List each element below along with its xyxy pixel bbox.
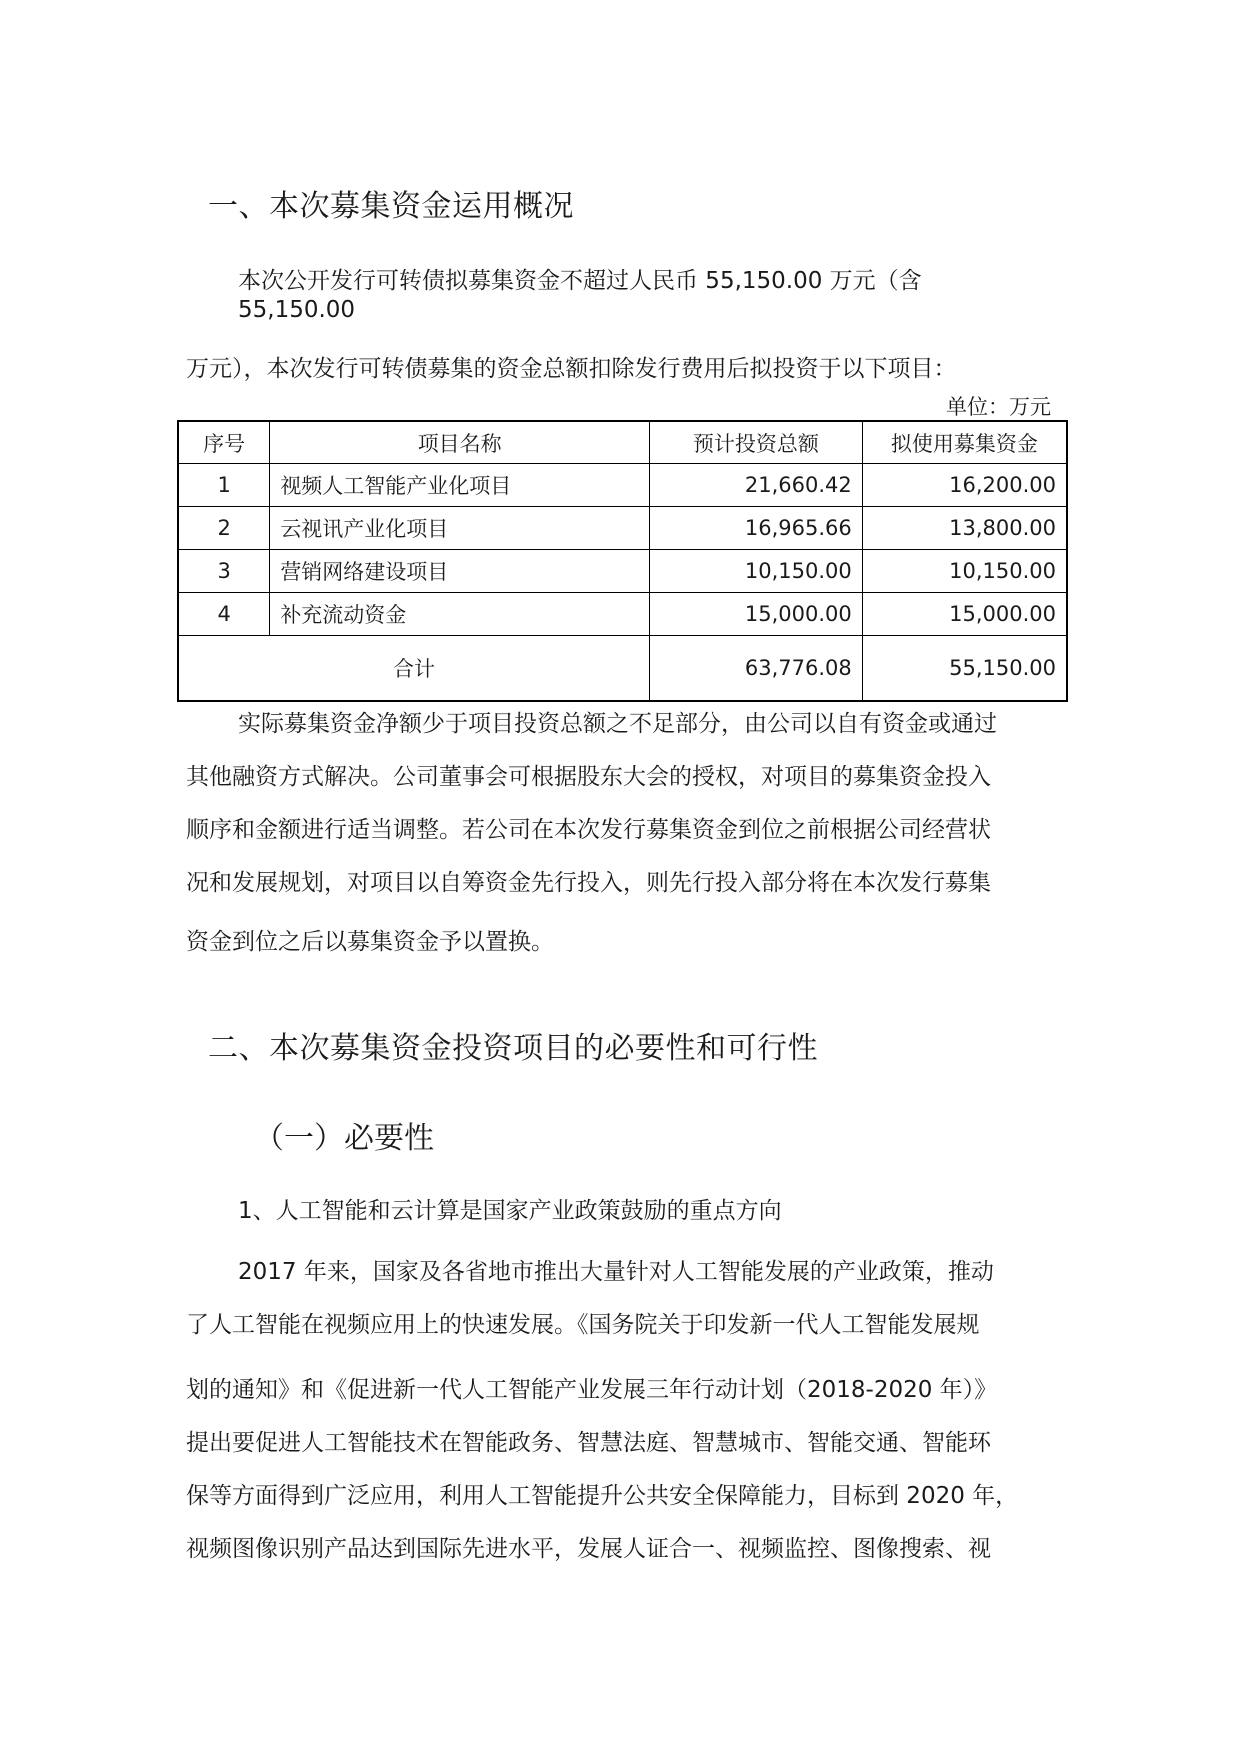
table-header-row <box>178 421 1067 464</box>
row-total: 10,150.00 <box>650 550 863 593</box>
section2-heading: 二、本次募集资金投资项目的必要性和可行性 <box>208 1031 818 1066</box>
fund-allocation-table <box>177 420 1068 702</box>
para1-line-1: 实际募集资金净额少于项目投资总额之不足部分，由公司以自有资金或通过 <box>238 711 997 737</box>
para1-line-2: 其他融资方式解决。公司董事会可根据股东大会的授权，对项目的募集资金投入 <box>186 764 991 790</box>
table-row <box>178 550 1067 593</box>
necessity-subheading: （一）必要性 <box>254 1121 434 1156</box>
row-no: 4 <box>178 593 270 636</box>
para2-line-4: 提出要促进人工智能技术在智能政务、智慧法庭、智慧城市、智能交通、智能环 <box>186 1430 991 1456</box>
intro-line-2: 55,150.00 <box>238 297 356 323</box>
point-1-heading: 1、人工智能和云计算是国家产业政策鼓励的重点方向 <box>238 1198 782 1224</box>
row-name: 补充流动资金 <box>270 593 650 636</box>
para2-line-5: 保等方面得到广泛应用，利用人工智能提升公共安全保障能力，目标到 2020 年， <box>186 1483 1019 1509</box>
intro-line-1: 本次公开发行可转债拟募集资金不超过人民币 55,150.00 万元（含 <box>238 268 922 294</box>
header-project-name: 项目名称 <box>270 421 650 464</box>
para2-line-6: 视频图像识别产品达到国际先进水平，发展人证合一、视频监控、图像搜索、视 <box>186 1536 991 1562</box>
total-investment: 63,776.08 <box>650 636 863 701</box>
para2-line-3: 划的通知》和《促进新一代人工智能产业发展三年行动计划（2018-2020 年）》 <box>186 1377 998 1403</box>
para1-line-4: 况和发展规划，对项目以自筹资金先行投入，则先行投入部分将在本次发行募集 <box>186 870 991 896</box>
row-total: 21,660.42 <box>650 464 863 507</box>
row-no: 1 <box>178 464 270 507</box>
para1-line-3: 顺序和金额进行适当调整。若公司在本次发行募集资金到位之前根据公司经营状 <box>186 817 991 843</box>
intro-line-3: 万元），本次发行可转债募集的资金总额扣除发行费用后拟投资于以下项目： <box>186 356 957 382</box>
row-total: 15,000.00 <box>650 593 863 636</box>
header-total-investment: 预计投资总额 <box>650 421 863 464</box>
row-raised: 15,000.00 <box>862 593 1067 636</box>
para1-line-5: 资金到位之后以募集资金予以置换。 <box>186 929 554 955</box>
section1-heading: 一、本次募集资金运用概况 <box>208 189 574 224</box>
row-name: 云视讯产业化项目 <box>270 507 650 550</box>
header-no: 序号 <box>178 421 270 464</box>
table-row <box>178 464 1067 507</box>
unit-label: 单位：万元 <box>946 395 1051 419</box>
table-row <box>178 593 1067 636</box>
row-no: 3 <box>178 550 270 593</box>
table-total-row <box>178 636 1067 701</box>
table-row <box>178 507 1067 550</box>
row-raised: 13,800.00 <box>862 507 1067 550</box>
para2-line-1: 2017 年来，国家及各省地市推出大量针对人工智能发展的产业政策，推动 <box>238 1259 994 1285</box>
row-raised: 10,150.00 <box>862 550 1067 593</box>
total-label: 合计 <box>178 636 650 701</box>
total-raised: 55,150.00 <box>862 636 1067 701</box>
row-name: 视频人工智能产业化项目 <box>270 464 650 507</box>
row-no: 2 <box>178 507 270 550</box>
header-raised-funds: 拟使用募集资金 <box>862 421 1067 464</box>
row-raised: 16,200.00 <box>862 464 1067 507</box>
row-total: 16,965.66 <box>650 507 863 550</box>
row-name: 营销网络建设项目 <box>270 550 650 593</box>
para2-line-2: 了人工智能在视频应用上的快速发展。《国务院关于印发新一代人工智能发展规 <box>186 1312 980 1338</box>
